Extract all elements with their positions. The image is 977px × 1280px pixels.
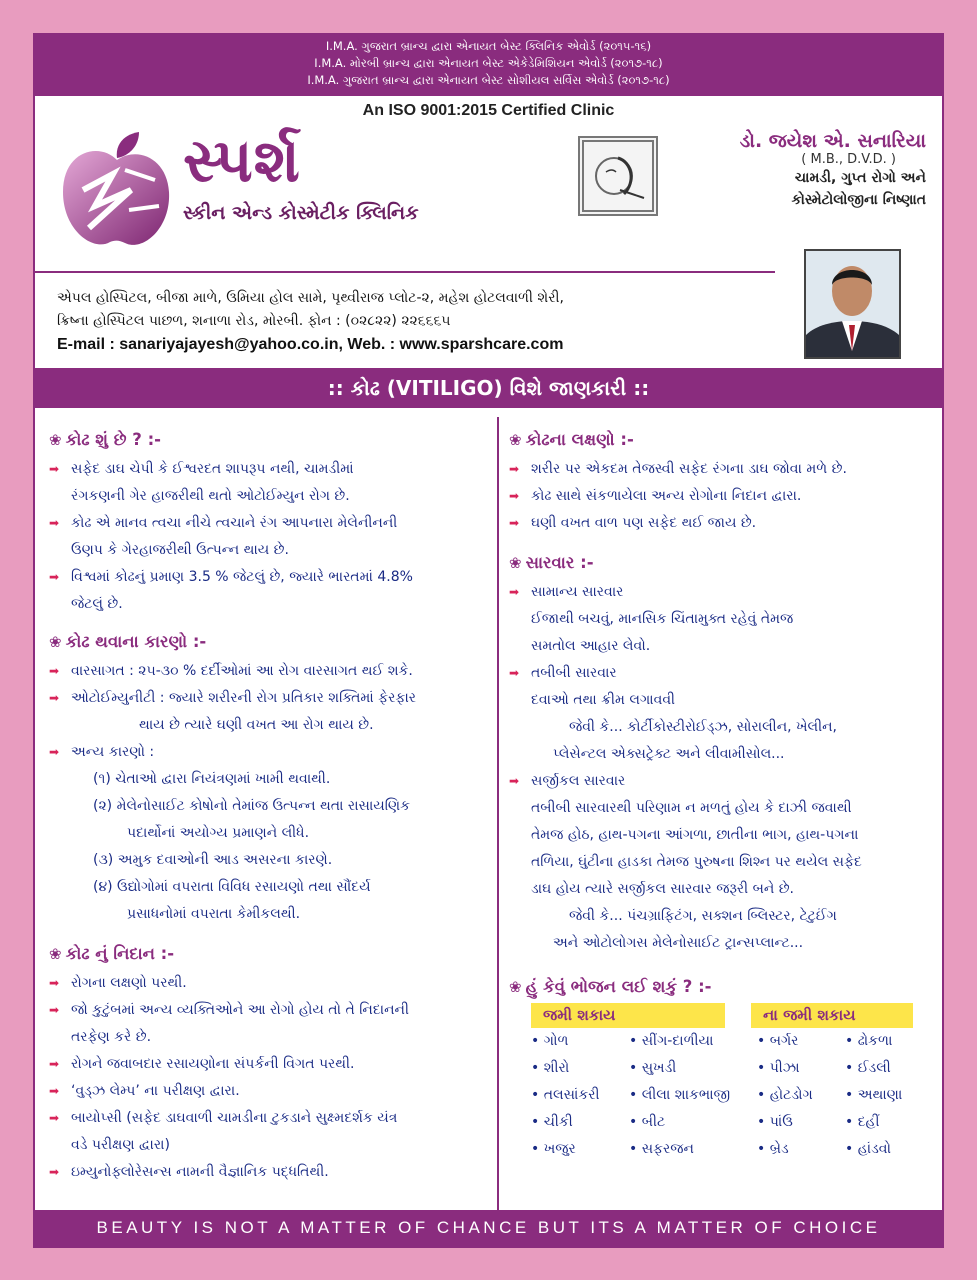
treatment-text: ડાઘ હોય ત્યારે સર્જીકલ સારવાર જરૂરી બને છે. [531,881,795,897]
sub-item: (૨) મેલેનોસાઈટ કોષોનો તેમાંજ ઉત્પન્ન થતા રાસાયણિક [93,798,411,814]
arrow-icon: ➡ [509,585,520,599]
sub-item: (૩) અમુક દવાઓની આડ અસરના કારણે. [93,852,333,868]
list-item: ➡ કોઢ સાથે સંકળાયેલા અન્ય રોગોના નિદાન દ્વારા. [509,483,934,510]
arrow-icon: ➡ [509,462,520,476]
column-divider [497,417,499,1212]
treatment-text: જેવી કે... કોર્ટીકોસ્ટીરોઈડ્ઝ, સોરાલીન, ખેલીન, [569,719,837,735]
treatment-text: જેવી કે... પંચગ્રાફિટંગ, સક્શન બ્લિસ્ટર, ટેટુઈંગ [569,908,837,924]
arrow-icon: ➡ [509,774,520,788]
food-item: • પીઝા [757,1060,800,1076]
sub-item-continued: પદાર્થોનાં અયોગ્ય પ્રમાણને લીધે. [127,825,310,841]
arrow-icon: ➡ [49,976,60,990]
food-item: • તલસાંકરી [531,1087,600,1103]
flower-icon: ❀ [49,431,62,449]
header-divider [35,271,775,273]
section-heading: ❀ હું કેવું ભોજન લઈ શકું ? :- [509,977,712,996]
list-item: ➡ ઓટોઈમ્યુનીટી : જ્યારે શરીરની રોગ પ્રતિકાર શક્તિમાં ફેરફાર [49,685,489,712]
flower-icon: ❀ [509,554,522,572]
doctor-specialty: ચામડી, ગુપ્ત રોગો અને [794,170,926,186]
food-item: • સુખડી [629,1060,677,1076]
can-eat-header: જમી શકાય [531,1003,725,1028]
list-item: ➡ જો કુટુંબમાં અન્ય વ્યક્તિઓને આ રોગો હોય તો તે નિદાનની તરફેણ કરે છે. [49,997,489,1051]
list-item: ➡ તબીબી સારવાર [509,660,934,687]
treatment-text: અને ઓટોલોગસ મેલેનોસાઈટ ટ્રાન્સપ્લાન્ટ... [553,935,804,951]
list-item: ➡ કોઢ એ માનવ ત્વચા નીચે ત્વચાને રંગ આપનારા મેલેનીનની ઉણપ કે ગેરહાજરીથી ઉત્પન્ન થાય છે. [49,510,489,564]
list-item: ➡ ઇમ્યુનોફ્લોરેસન્સ નામની વૈજ્ઞાનિક પદ્ધતિથી. [49,1159,489,1186]
list-item: ➡ ‘વુડ્ઝ લેમ્પ’ ના પરીક્ષણ દ્વારા. [49,1078,489,1105]
treatment-text: તેમજ હોઠ, હાથ-પગના આંગળા, છાતીના ભાગ, હાથ-પગના [531,827,859,843]
arrow-icon: ➡ [49,1084,60,1098]
iso-certification: An ISO 9001:2015 Certified Clinic [362,102,615,119]
food-item: • પાંઉ [757,1114,793,1130]
food-item: • ઈડલી [845,1060,891,1076]
apple-logo-icon [55,130,175,255]
food-item: • ખજુર [531,1141,576,1157]
arrow-icon: ➡ [49,1003,60,1017]
address-line: ક્રિષ્ના હોસ્પિટલ પાછળ, શનાળા રોડ, મોરબી. ફોન : (૦૨૮૨૨) ૨૨૬૬૬૫ [57,313,451,329]
footer-tagline: BEAUTY IS NOT A MATTER OF CHANCE BUT ITS A MATTER OF CHOICE [35,1210,942,1246]
treatment-text: દવાઓ તથા ક્રીમ લગાવવી [531,692,676,708]
doctor-degree: ( M.B., D.V.D. ) [801,152,896,167]
flower-icon: ❀ [49,633,62,651]
section-heading: ❀ સારવાર :- [509,553,594,572]
doctor-photo [804,249,901,359]
flower-icon: ❀ [509,431,522,449]
flower-icon: ❀ [49,945,62,963]
arrow-icon: ➡ [509,489,520,503]
section-heading: ❀ કોઢના લક્ષણો :- [509,430,634,449]
emblem-logo-icon [578,136,658,216]
award-line: I.M.A. મોરબી બ્રાન્ચ દ્વારા એનાયત બેસ્ટ એકેડેમિશિયન એવોર્ડ (૨૦૧૭-૧૮) [314,56,663,70]
clinic-subtitle: સ્કીન એન્ડ કોસ્મેટીક ક્લિનિક [183,202,419,224]
treatment-text: ઈજાથી બચવું, માનસિક ચિંતામુક્ત રહેવું તેમજ [531,611,794,627]
clinic-name: સ્પર્શ [183,126,301,196]
food-item: • હાંડવો [845,1141,892,1157]
food-item: • બ્રેડ [757,1141,789,1157]
sub-item: (૪) ઉદ્યોગોમાં વપરાતા વિવિધ રસાયણો તથા સૌંદર્ય [93,879,371,895]
list-item: ➡ રોગને જવાબદાર રસાયણોના સંપર્કની વિગત પરથી. [49,1051,489,1078]
list-item-continued: થાય છે ત્યારે ઘણી વખત આ રોગ થાય છે. [139,717,374,733]
list-item: ➡ વારસાગત : ૨૫-૩૦ % દર્દીઓમાં આ રોગ વારસાગત થઈ શકે. [49,658,489,685]
section-heading: ❀ કોઢ શું છે ? :- [49,430,162,449]
list-item: ➡ વિશ્વમાં કોઢનું પ્રમાણ 3.5 % જેટલું છે, જ્યારે ભારતમાં 4.8% જેટલું છે. [49,564,489,618]
arrow-icon: ➡ [49,516,60,530]
treatment-text: પ્લેસેન્ટલ એક્સટ્રેક્ટ અને લીવામીસોલ... [553,746,785,762]
clinic-header [35,122,942,264]
award-line: I.M.A. ગુજરાત બ્રાન્ચ દ્વારા એનાયત બેસ્ટ સોશીયલ સર્વિસ એવોર્ડ (૨૦૧૭-૧૮) [307,73,670,87]
left-column [49,420,489,1186]
food-item: • દહીં [845,1114,880,1130]
food-table [509,1003,934,1173]
section-heading: ❀ કોઢ નું નિદાન :- [49,944,175,963]
sub-item: (૧) ચેતાઓ દ્વારા નિયંત્રણમાં ખામી થવાથી. [93,771,331,787]
address-line: એપલ હોસ્પિટલ, બીજા માળે, ઉમિયા હોલ સામે, પૃથ્વીરાજ પ્લોટ-૨, મહેશ હોટલવાળી શેરી, [57,290,564,306]
list-item: ➡ બાયોપ્સી (સફેદ ડાઘવાળી ચામડીના ટુકડાને સુક્ષ્મદર્શક યંત્ર વડે પરીક્ષણ દ્વારા) [49,1105,489,1159]
cannot-eat-header: ના જમી શકાય [751,1003,913,1028]
treatment-text: તળિયા, ઘુંટીના હાડકા તેમજ પુરુષના શિશ્ન પર થયેલ સફેદ [531,854,862,870]
arrow-icon: ➡ [49,1111,60,1125]
food-item: • બીટ [629,1114,666,1130]
award-line: I.M.A. ગુજરાત બ્રાન્ચ દ્વારા એનાયત બેસ્ટ ક્લિનિક એવોર્ડ (૨૦૧૫-૧૬) [325,39,652,53]
list-item: ➡ સામાન્ય સારવાર [509,579,934,606]
arrow-icon: ➡ [49,1057,60,1071]
arrow-icon: ➡ [49,1165,60,1179]
right-column [509,420,934,1173]
list-item: ➡ રોગના લક્ષણો પરથી. [49,970,489,997]
arrow-icon: ➡ [49,570,60,584]
food-item: • ગોળ [531,1033,569,1049]
arrow-icon: ➡ [49,462,60,476]
treatment-text: તબીબી સારવારથી પરિણામ ન મળતું હોય કે દાઝી જવાથી [531,800,852,816]
treatment-text: સમતોલ આહાર લેવો. [531,638,651,654]
arrow-icon: ➡ [49,691,60,705]
awards-banner [35,35,942,96]
food-item: • હોટડોગ [757,1087,813,1103]
list-item: ➡ ઘણી વખત વાળ પણ સફેદ થઈ જાય છે. [509,510,934,537]
list-item: ➡ અન્ય કારણો : [49,739,489,766]
section-heading: ❀ કોઢ થવાના કારણો :- [49,632,207,651]
list-item: ➡ શરીર પર એકદમ તેજસ્વી સફેદ રંગના ડાઘ જોવા મળે છે. [509,456,934,483]
food-item: • સફરજન [629,1141,694,1157]
doctor-name: ડો. જયેશ એ. સનારિયા [739,130,926,152]
food-item: • લીલા શાકભાજી [629,1087,731,1103]
food-item: • શીરો [531,1060,570,1076]
doctor-info [740,130,926,211]
arrow-icon: ➡ [49,664,60,678]
sub-item-continued: પ્રસાધનોમાં વપરાતા કેમીકલથી. [127,906,301,922]
arrow-icon: ➡ [509,666,520,680]
food-item: • ઢોકળા [845,1033,893,1049]
arrow-icon: ➡ [509,516,520,530]
food-item: • સીંગ-દાળીયા [629,1033,714,1049]
poster-sheet [33,33,944,1248]
page-title: :: કોઢ (VITILIGO) વિશે જાણકારી :: [35,368,942,408]
doctor-specialty: કોસ્મેટોલોજીના નિષ્ણાત [791,192,926,208]
clinic-address [57,287,564,356]
list-item: ➡ સર્જીકલ સારવાર [509,768,934,795]
arrow-icon: ➡ [49,745,60,759]
contact-line: E-mail : sanariyajayesh@yahoo.co.in, Web. : www.sparshcare.com [57,336,564,353]
food-item: • ચીકી [531,1114,573,1130]
food-item: • અથાણા [845,1087,903,1103]
food-item: • બર્ગર [757,1033,799,1049]
flower-icon: ❀ [509,978,522,996]
list-item: ➡ સફેદ ડાઘ ચેપી કે ઈશ્વરદત શાપરૂપ નથી, ચામડીમાં રંગકણની ગેર હાજરીથી થતો ઓટોઈમ્યુન રોગ છે. [49,456,489,510]
